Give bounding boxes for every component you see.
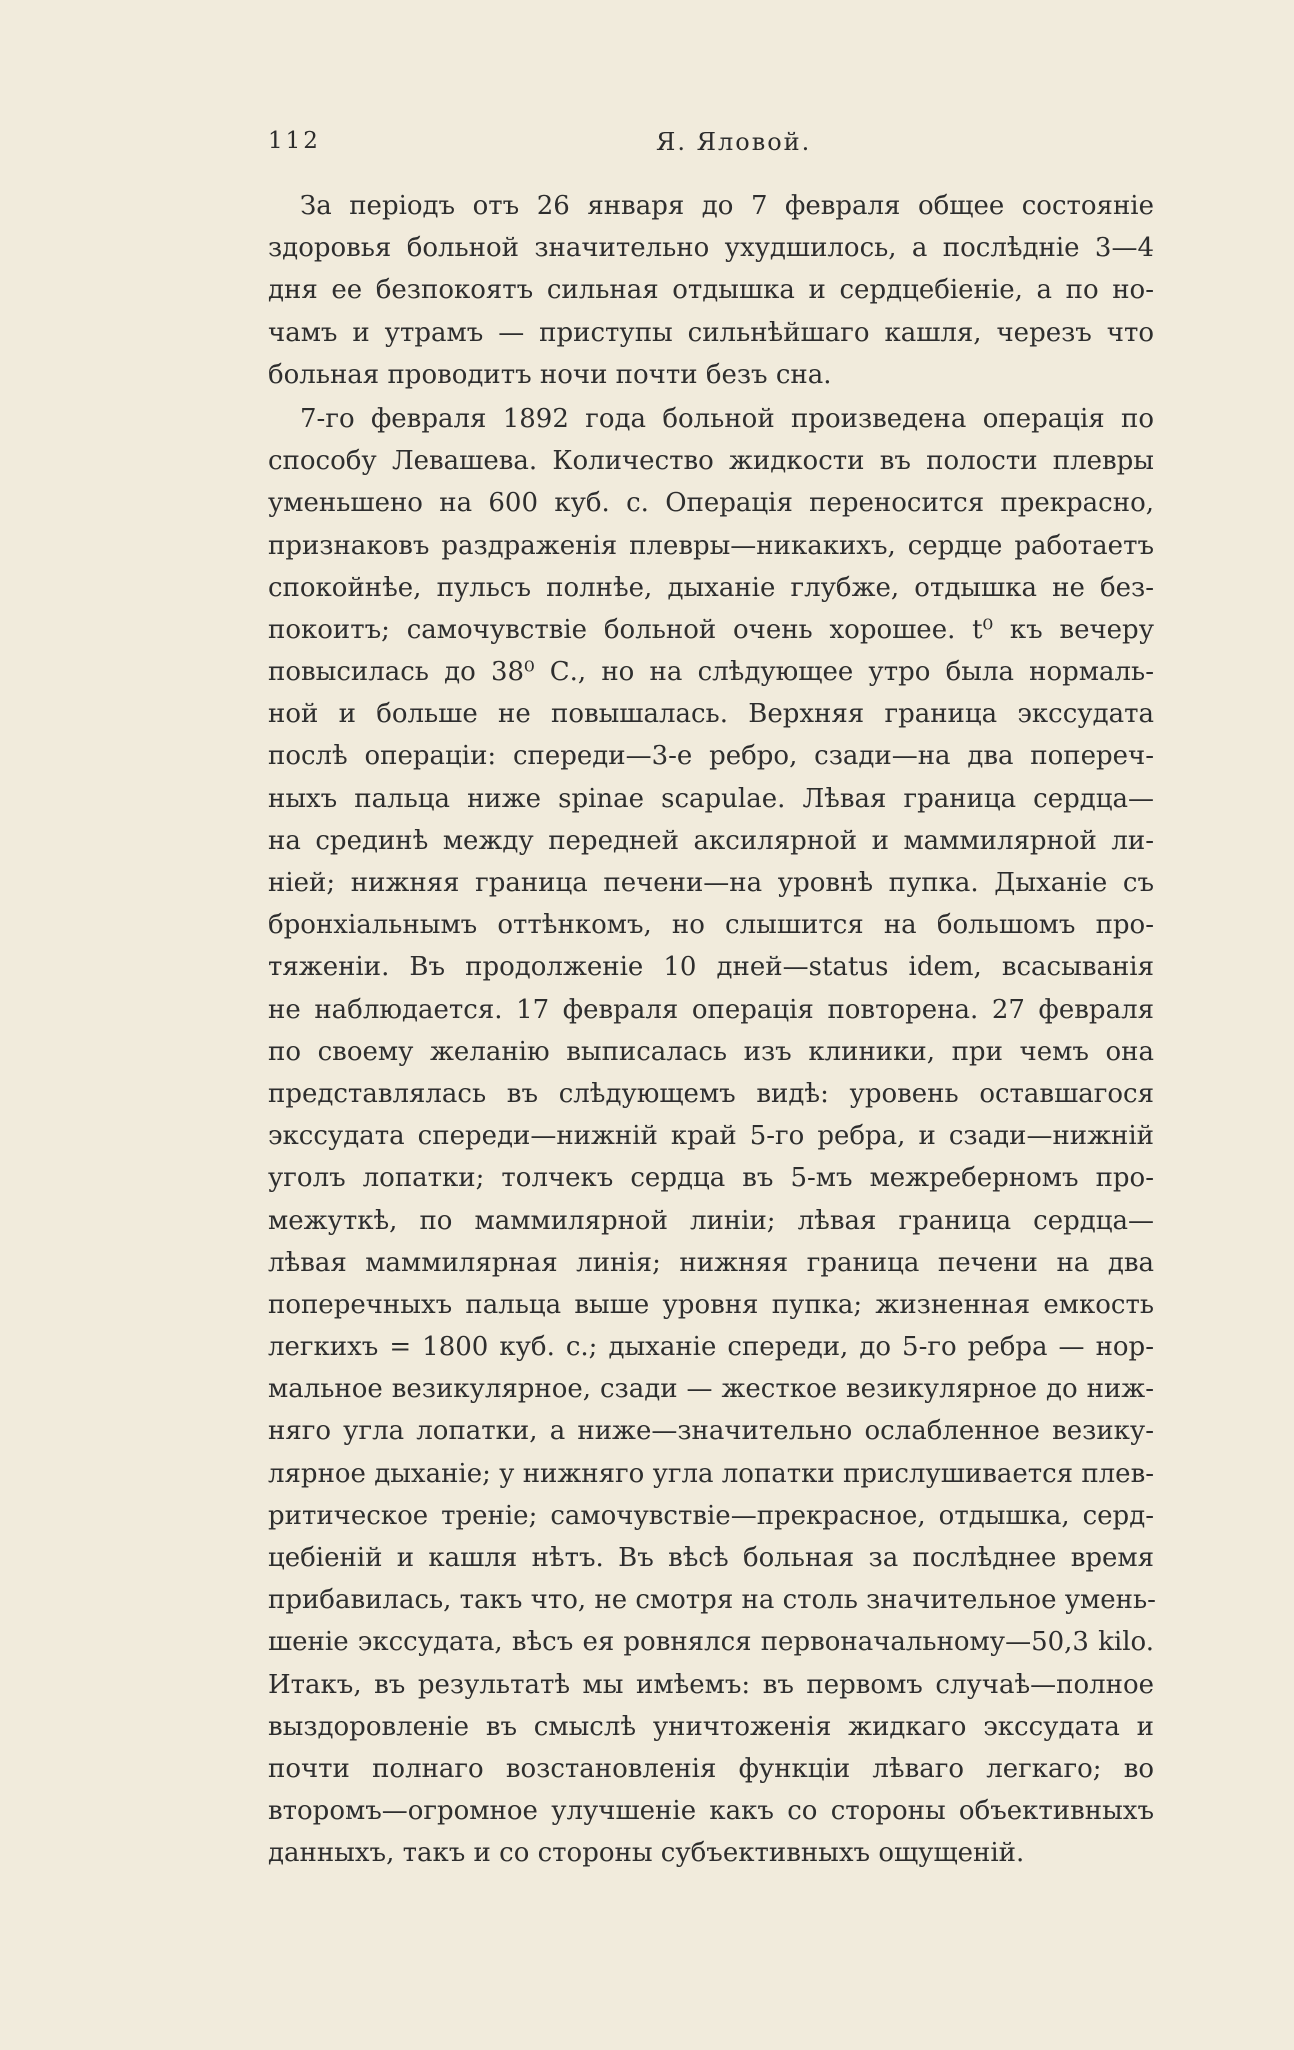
text-line: дня ее безпокоятъ сильная отдышка и сердцебіеніе, а по но- <box>268 275 1154 306</box>
text-line: уголъ лопатки; толчекъ сердца въ 5-мъ межреберномъ про- <box>268 1163 1154 1194</box>
text-line: тяженіи. Въ продолженіе 10 дней—status idem, всасыванія <box>268 952 1154 983</box>
text-line: чамъ и утрамъ — приступы сильнѣйшаго кашля, черезъ что <box>268 317 1154 348</box>
text-line: больная проводитъ ночи почти безъ сна. <box>268 359 832 390</box>
text-line: шеніе экссудата, вѣсъ ея ровнялся первоначальному—50,3 kilo. <box>268 1627 1154 1658</box>
body-text <box>268 185 1154 1875</box>
text-line: выздоровленіе въ смыслѣ уничтоженія жидкаго экссудата и <box>268 1711 1154 1742</box>
text-line: За періодъ отъ 26 января до 7 февраля общее состояніе <box>300 191 1154 221</box>
text-line: на срединѣ между передней аксилярной и маммилярной ли- <box>268 825 1154 856</box>
text-line: данныхъ, такъ и со стороны субъективныхъ ощущеній. <box>268 1838 1025 1869</box>
text-line: прибавилась, такъ что, не смотря на столь значительное умень- <box>268 1585 1156 1616</box>
text-line: лѣвая маммилярная линія; нижняя граница печени на два <box>268 1247 1154 1278</box>
text-line: легкихъ = 1800 куб. с.; дыханіе спереди, до 5-го ребра — нор- <box>268 1332 1154 1363</box>
text-line: послѣ операціи: спереди—3-е ребро, сзади—на два попереч- <box>268 741 1154 772</box>
text-line: няго угла лопатки, а ниже—значительно ослабленное везику- <box>268 1416 1154 1447</box>
text-line: покоитъ; самочувствіе больной очень хорошее. t⁰ къ вечеру <box>268 614 1154 645</box>
text-line: 7-го февраля 1892 года больной произведена операція по <box>300 403 1154 434</box>
text-line: способу Левашева. Количество жидкости въ полости плевры <box>268 446 1154 477</box>
text-line: бронхіальнымъ оттѣнкомъ, но слышится на большомъ про- <box>268 910 1154 941</box>
text-line: цебіеній и кашля нѣтъ. Въ вѣсѣ больная за послѣднее время <box>268 1543 1154 1573</box>
text-line: мальное везикулярное, сзади — жесткое везикулярное до ниж- <box>268 1374 1154 1405</box>
text-line: второмъ—огромное улучшеніе какъ со стороны объективныхъ <box>268 1796 1154 1827</box>
text-line: межуткѣ, по маммилярной линіи; лѣвая граница сердца— <box>268 1205 1154 1236</box>
text-line: ныхъ пальца ниже spinae scapulae. Лѣвая граница сердца— <box>268 783 1154 814</box>
text-line: Итакъ, въ результатѣ мы имѣемъ: въ первомъ случаѣ—полное <box>268 1669 1154 1700</box>
text-line: ритическое треніе; самочувствіе—прекрасное, отдышка, серд- <box>268 1500 1154 1531</box>
text-line: экссудата спереди—нижній край 5-го ребра, и сзади—нижній <box>268 1121 1154 1152</box>
text-line: почти полнаго возстановленія функціи лѣваго легкаго; во <box>268 1753 1154 1784</box>
page-number: 112 <box>268 128 321 154</box>
text-line: поперечныхъ пальца выше уровня пупка; жизненная емкость <box>268 1289 1154 1320</box>
text-line: уменьшено на 600 куб. с. Операція переносится прекрасно, <box>268 488 1154 519</box>
paragraph-1 <box>268 185 1154 396</box>
text-line: повысилась до 38⁰ С., но на слѣдующее утро была нормаль- <box>268 657 1154 688</box>
text-line: спокойнѣе, пульсъ полнѣе, дыханіе глубже, отдышка не без- <box>268 572 1154 603</box>
text-line: лярное дыханіе; у нижняго угла лопатки прислушивается плев- <box>268 1458 1154 1489</box>
text-line: не наблюдается. 17 февраля операція повторена. 27 февраля <box>268 994 1154 1025</box>
text-line: по своему желанію выписалась изъ клиники, при чемъ она <box>268 1036 1154 1067</box>
page-header <box>268 128 1154 168</box>
text-line: ной и больше не повышалась. Верхняя граница экссудата <box>268 699 1154 730</box>
text-line: представлялась въ слѣдующемъ видѣ: уровень оставшагося <box>268 1078 1154 1109</box>
text-line: признаковъ раздраженія плевры—никакихъ, сердце работаетъ <box>268 530 1154 561</box>
text-line: здоровья больной значительно ухудшилось, а послѣдніе 3—4 <box>268 233 1154 264</box>
text-line: ніей; нижняя граница печени—на уровнѣ пупка. Дыханіе съ <box>268 868 1154 898</box>
paragraph-2 <box>268 398 1154 1875</box>
running-title: Я. Яловой. <box>656 128 812 156</box>
